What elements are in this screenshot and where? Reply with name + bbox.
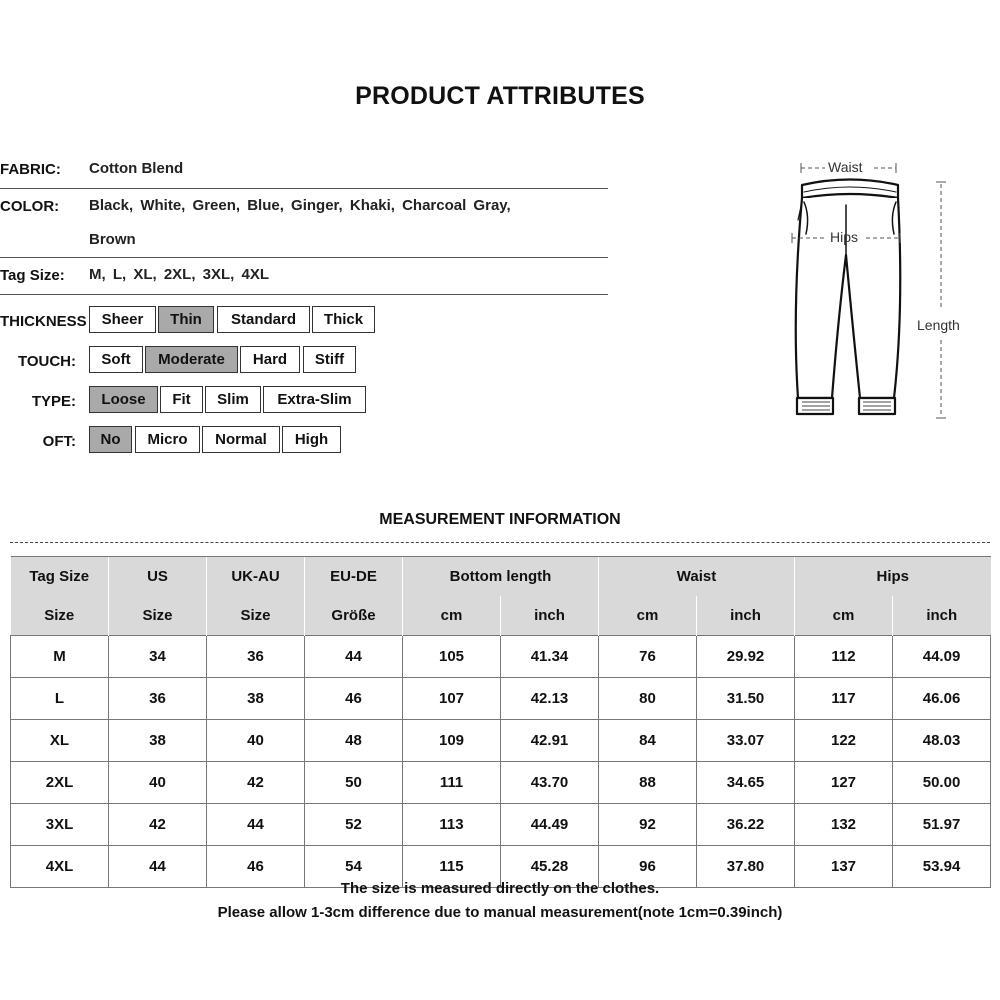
subheader-cell: inch xyxy=(697,596,795,636)
table-cell: 46.06 xyxy=(893,678,991,720)
length-dimension-label: Length xyxy=(917,317,960,333)
table-cell: 111 xyxy=(403,762,501,804)
table-cell: 29.92 xyxy=(697,636,795,678)
table-cell: L xyxy=(11,678,109,720)
table-cell: 37.80 xyxy=(697,846,795,888)
header-bottom-length: Bottom length xyxy=(403,557,599,597)
color-value-line1: Black, White, Green, Blue, Ginger, Khaki, Charcoal Gray, xyxy=(89,197,511,214)
thickness-option-sheer: Sheer xyxy=(89,306,156,333)
table-cell: 112 xyxy=(795,636,893,678)
oft-label: OFT: xyxy=(42,433,76,450)
table-cell: 45.28 xyxy=(501,846,599,888)
table-cell: 4XL xyxy=(11,846,109,888)
table-row xyxy=(11,804,991,846)
header-tag-size: Tag Size xyxy=(11,557,109,597)
table-cell: XL xyxy=(11,720,109,762)
subheader-cell: cm xyxy=(599,596,697,636)
table-cell: 40 xyxy=(207,720,305,762)
touch-option-moderate: Moderate xyxy=(145,346,238,373)
table-cell: 44.49 xyxy=(501,804,599,846)
waist-dimension-label: Waist xyxy=(828,159,863,175)
table-cell: 41.34 xyxy=(501,636,599,678)
type-label: TYPE: xyxy=(31,393,76,410)
table-cell: 44 xyxy=(305,636,403,678)
thickness-option-standard: Standard xyxy=(217,306,310,333)
table-cell: 40 xyxy=(109,762,207,804)
table-cell: 53.94 xyxy=(893,846,991,888)
color-label: COLOR: xyxy=(0,198,60,215)
note-line-2: Please allow 1-3cm difference due to manual measurement(note 1cm=0.39inch) xyxy=(217,904,783,921)
subheader-cell: inch xyxy=(501,596,599,636)
touch-label: TOUCH: xyxy=(17,353,76,370)
table-cell: 105 xyxy=(403,636,501,678)
table-cell: 36 xyxy=(109,678,207,720)
table-cell: 115 xyxy=(403,846,501,888)
table-cell: 92 xyxy=(599,804,697,846)
type-option-fit: Fit xyxy=(160,386,203,413)
subheader-cell: Größe xyxy=(305,596,403,636)
oft-option-high: High xyxy=(282,426,341,453)
table-cell: 42.13 xyxy=(501,678,599,720)
header-eu-de: EU-DE xyxy=(305,557,403,597)
header-uk-au: UK-AU xyxy=(207,557,305,597)
table-cell: 113 xyxy=(403,804,501,846)
table-cell: 36 xyxy=(207,636,305,678)
oft-option-micro: Micro xyxy=(135,426,200,453)
pants-diagram xyxy=(770,150,990,430)
table-row xyxy=(11,762,991,804)
table-cell: 48 xyxy=(305,720,403,762)
table-cell: 31.50 xyxy=(697,678,795,720)
table-cell: 42 xyxy=(109,804,207,846)
subheader-cell: Size xyxy=(109,596,207,636)
subheader-cell: inch xyxy=(893,596,991,636)
table-cell: 48.03 xyxy=(893,720,991,762)
divider xyxy=(0,294,608,295)
table-row xyxy=(11,720,991,762)
thickness-option-thick: Thick xyxy=(312,306,375,333)
oft-option-normal: Normal xyxy=(202,426,280,453)
table-cell: 3XL xyxy=(11,804,109,846)
type-option-extra-slim: Extra-Slim xyxy=(263,386,366,413)
subheader-cell: Size xyxy=(207,596,305,636)
header-us: US xyxy=(109,557,207,597)
hips-dimension-label: Hips xyxy=(830,229,859,245)
table-cell: 34 xyxy=(109,636,207,678)
thickness-option-thin: Thin xyxy=(158,306,214,333)
table-cell: 51.97 xyxy=(893,804,991,846)
table-cell: 117 xyxy=(795,678,893,720)
table-cell: 50.00 xyxy=(893,762,991,804)
table-cell: 46 xyxy=(305,678,403,720)
color-value-line2: Brown xyxy=(89,231,136,248)
thickness-label: THICKNESS xyxy=(0,313,87,330)
table-cell: 137 xyxy=(795,846,893,888)
table-cell: 52 xyxy=(305,804,403,846)
table-cell: 109 xyxy=(403,720,501,762)
table-row xyxy=(11,636,991,678)
subheader-cell: cm xyxy=(795,596,893,636)
table-header-row xyxy=(11,557,991,597)
table-cell: 127 xyxy=(795,762,893,804)
oft-option-no: No xyxy=(89,426,132,453)
table-subheader-row xyxy=(11,596,991,636)
note-line-1: The size is measured directly on the clothes. xyxy=(340,880,660,897)
dashed-divider xyxy=(10,542,990,543)
table-cell: 38 xyxy=(109,720,207,762)
size-chart-table xyxy=(10,556,991,888)
table-cell: M xyxy=(11,636,109,678)
table-cell: 44 xyxy=(207,804,305,846)
table-cell: 88 xyxy=(599,762,697,804)
type-option-slim: Slim xyxy=(205,386,261,413)
table-cell: 44.09 xyxy=(893,636,991,678)
page-title: PRODUCT ATTRIBUTES xyxy=(355,82,645,110)
table-cell: 76 xyxy=(599,636,697,678)
table-cell: 107 xyxy=(403,678,501,720)
tag-size-label: Tag Size: xyxy=(0,267,65,284)
table-cell: 42.91 xyxy=(501,720,599,762)
header-waist: Waist xyxy=(599,557,795,597)
table-cell: 132 xyxy=(795,804,893,846)
table-cell: 43.70 xyxy=(501,762,599,804)
touch-option-stiff: Stiff xyxy=(303,346,356,373)
subheader-cell: cm xyxy=(403,596,501,636)
pants-outline-icon xyxy=(770,150,990,430)
divider xyxy=(0,257,608,258)
fabric-value: Cotton Blend xyxy=(89,160,184,177)
divider xyxy=(0,188,608,189)
table-cell: 42 xyxy=(207,762,305,804)
type-option-loose: Loose xyxy=(89,386,158,413)
table-cell: 80 xyxy=(599,678,697,720)
touch-option-hard: Hard xyxy=(240,346,300,373)
table-cell: 36.22 xyxy=(697,804,795,846)
measurement-title: MEASUREMENT INFORMATION xyxy=(379,511,621,528)
table-cell: 46 xyxy=(207,846,305,888)
table-cell: 38 xyxy=(207,678,305,720)
fabric-label: FABRIC: xyxy=(0,161,61,178)
table-cell: 54 xyxy=(305,846,403,888)
table-cell: 33.07 xyxy=(697,720,795,762)
subheader-cell: Size xyxy=(11,596,109,636)
table-cell: 84 xyxy=(599,720,697,762)
table-cell: 2XL xyxy=(11,762,109,804)
touch-option-soft: Soft xyxy=(89,346,143,373)
tag-size-value: M, L, XL, 2XL, 3XL, 4XL xyxy=(89,266,270,283)
table-cell: 96 xyxy=(599,846,697,888)
table-row xyxy=(11,678,991,720)
table-cell: 122 xyxy=(795,720,893,762)
table-cell: 34.65 xyxy=(697,762,795,804)
table-cell: 44 xyxy=(109,846,207,888)
header-hips: Hips xyxy=(795,557,991,597)
table-cell: 50 xyxy=(305,762,403,804)
